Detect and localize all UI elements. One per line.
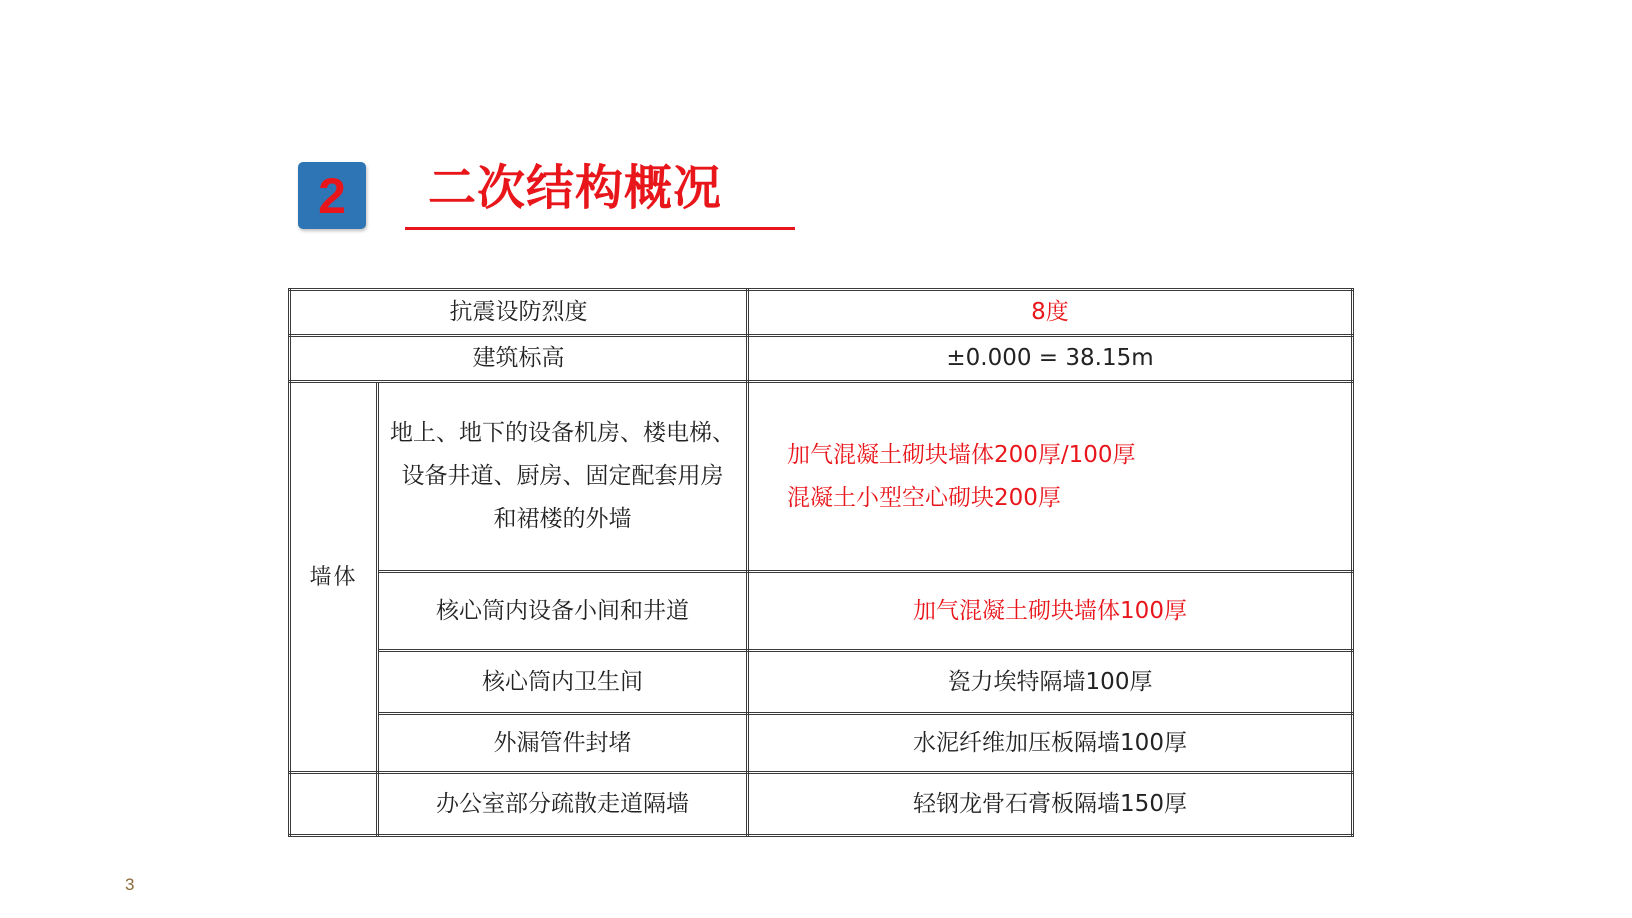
building-elevation-label: 建筑标高 <box>290 336 748 382</box>
wall-location-cell <box>378 382 748 572</box>
page-number: 3 <box>125 875 135 894</box>
table-row <box>290 773 1353 836</box>
wall-location-cell: 核心筒内卫生间 <box>378 651 748 714</box>
empty-group-cell <box>290 773 378 836</box>
wall-material-line: 混凝土小型空心砌块200厚 <box>787 484 1061 511</box>
wall-material-cell: 瓷力埃特隔墙100厚 <box>748 651 1353 714</box>
table-row <box>290 651 1353 714</box>
wall-material-cell: 加气混凝土砌块墙体100厚 <box>748 572 1353 651</box>
wall-location-line: 地上、地下的设备机房、楼电梯、 <box>390 420 735 446</box>
section-number-badge: 2 <box>298 162 366 229</box>
wall-group-label: 墙体 <box>290 382 378 773</box>
office-location-cell: 办公室部分疏散走道隔墙 <box>378 773 748 836</box>
wall-location-cell: 外漏管件封堵 <box>378 714 748 773</box>
building-elevation-value: ±0.000 = 38.15m <box>748 336 1353 382</box>
table-row <box>290 714 1353 773</box>
wall-location-cell: 核心筒内设备小间和井道 <box>378 572 748 651</box>
table-row <box>290 290 1353 336</box>
wall-material-cell <box>748 382 1353 572</box>
table-row <box>290 572 1353 651</box>
structure-spec-table <box>288 288 1354 837</box>
wall-material-line: 加气混凝土砌块墙体200厚/100厚 <box>787 441 1136 468</box>
wall-material-cell: 水泥纤维加压板隔墙100厚 <box>748 714 1353 773</box>
table-row <box>290 382 1353 572</box>
page-title: 二次结构概况 <box>428 160 723 216</box>
seismic-intensity-value: 8度 <box>748 290 1353 336</box>
wall-location-line: 设备井道、厨房、固定配套用房 <box>401 463 724 489</box>
office-material-cell: 轻钢龙骨石膏板隔墙150厚 <box>748 773 1353 836</box>
title-underline <box>405 227 795 230</box>
wall-location-line: 和裙楼的外墙 <box>493 506 632 532</box>
seismic-intensity-label: 抗震设防烈度 <box>290 290 748 336</box>
table-row <box>290 336 1353 382</box>
